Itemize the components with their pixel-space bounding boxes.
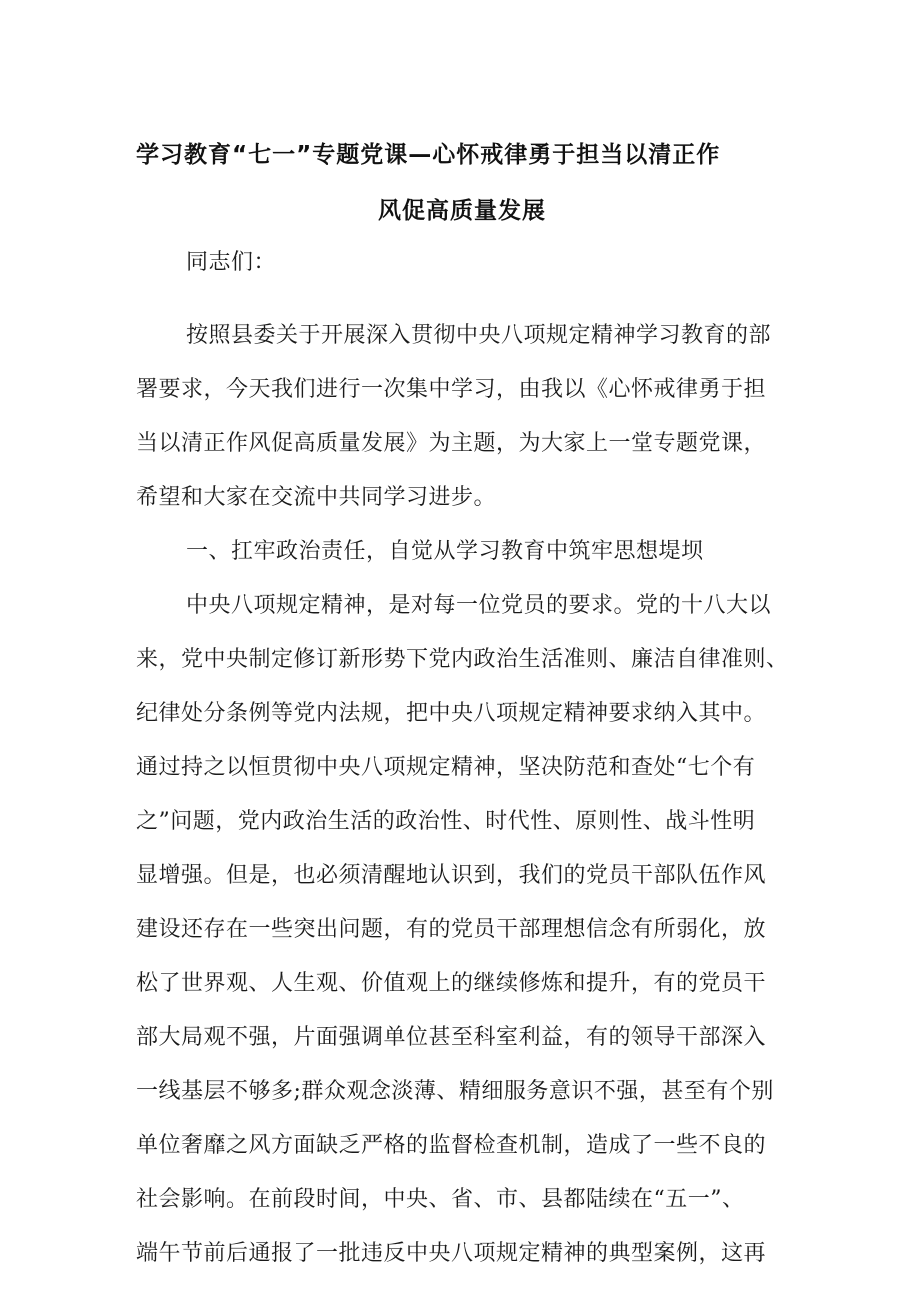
paragraph-line: 端午节前后通报了一批违反中央八项规定精神的典型案例，这再 xyxy=(136,1241,767,1266)
paragraph-line: 单位奢靡之风方面缺乏严格的监督检查机制，造成了一些不良的 xyxy=(136,1133,767,1158)
document-title-line-1: 学习教育“七一”专题党课—心怀戒律勇于担当以清正作 xyxy=(136,142,721,168)
paragraph-line: 松了世界观、人生观、价值观上的继续修炼和提升，有的党员干 xyxy=(136,971,767,996)
paragraph-line: 部大局观不强，片面强调单位甚至科室利益，有的领导干部深入 xyxy=(136,1025,767,1050)
paragraph-line: 当以清正作风促高质量发展》为主题，为大家上一堂专题党课， xyxy=(136,431,767,456)
paragraph-line: 通过持之以恒贯彻中央八项规定精神，坚决防范和查处“七个有 xyxy=(136,755,756,780)
paragraph-line: 按照县委关于开展深入贯彻中央八项规定精神学习教育的部 xyxy=(186,323,772,348)
paragraph-line: 显增强。但是，也必须清醒地认识到，我们的党员干部队伍作风 xyxy=(136,863,767,888)
paragraph-line: 一线基层不够多;群众观念淡薄、精细服务意识不强，甚至有个别 xyxy=(136,1079,774,1104)
salutation: 同志们： xyxy=(186,250,277,275)
paragraph-line: 之”问题，党内政治生活的政治性、时代性、原则性、战斗性明 xyxy=(136,809,756,834)
paragraph-line: 署要求，今天我们进行一次集中学习，由我以《心怀戒律勇于担 xyxy=(136,377,767,402)
paragraph-line: 建设还存在一些突出问题，有的党员干部理想信念有所弱化，放 xyxy=(136,917,767,942)
section-heading: 一、扛牢政治责任，自觉从学习教育中筑牢思想堤坝 xyxy=(186,539,704,564)
paragraph-line: 纪律处分条例等党内法规，把中央八项规定精神要求纳入其中。 xyxy=(136,701,767,726)
document-title-line-2: 风促高质量发展 xyxy=(378,198,546,224)
paragraph-line: 中央八项规定精神，是对每一位党员的要求。党的十八大以 xyxy=(186,593,772,618)
paragraph-line: 社会影响。在前段时间，中央、省、市、县都陆续在“五一”、 xyxy=(136,1187,745,1212)
paragraph-line: 来，党中央制定修订新形势下党内政治生活准则、廉洁自律准则、 xyxy=(136,647,789,672)
paragraph-line: 希望和大家在交流中共同学习进步。 xyxy=(136,485,497,510)
